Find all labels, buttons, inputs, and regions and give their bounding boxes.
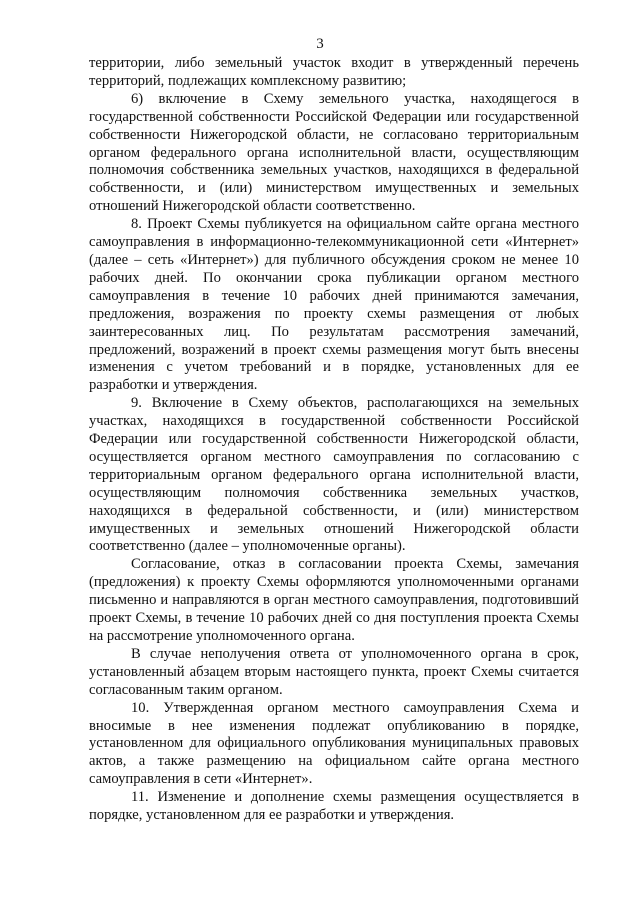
paragraph-no-response: В случае неполучения ответа от уполномоченного органа в срок, установленный абзацем вторым настоящего пункта, проект Схемы считается согласованным таким органом. <box>89 645 579 698</box>
page-number: 3 <box>316 36 324 52</box>
paragraph-item-9: 9. Включение в Схему объектов, располагающихся на земельных участках, находящихся в государственной собственности Российской Федерации или государственной собственности Нижегородской области, осуществляется органом местного самоуправления по согласованию с территориальным органом федерального органа исполнительной власти, осуществляющим полномочия собственника земельных участков, находящихся в федеральной собственности, и (или) министерством имущественных и земельных отношений Нижегородской области соответственно (далее – уполномоченные органы). <box>89 395 579 555</box>
document-body <box>89 55 579 825</box>
paragraph-item-11: 11. Изменение и дополнение схемы размещения осуществляется в порядке, установленном для ее разработки и утверждения. <box>89 789 579 824</box>
paragraph-approval: Согласование, отказ в согласовании проекта Схемы, замечания (предложения) к проекту Схемы оформляются уполномоченными органами письменно и направляются в орган местного самоуправления, подготовивший проект Схемы, в течение 10 рабочих дней со дня поступления проекта Схемы на рассмотрение уполномоченного органа. <box>89 556 579 644</box>
paragraph-item-6: 6) включение в Схему земельного участка, находящегося в государственной собственности Российской Федерации или государственной собственности Нижегородской области, не согласовано территориальным органом федерального органа исполнительной власти, осуществляющим полномочия собственника земельных участков, находящихся в федеральной собственности, и (или) министерством имущественных и земельных отношений Нижегородской области соответственно. <box>89 90 579 215</box>
paragraph-item-10: 10. Утвержденная органом местного самоуправления Схема и вносимые в нее изменения подлежат опубликованию в порядке, установленном для официального опубликования муниципальных правовых актов, а также размещению на официальном сайте органа местного самоуправления в сети «Интернет». <box>89 699 579 788</box>
paragraph-item-8: 8. Проект Схемы публикуется на официальном сайте органа местного самоуправления в информационно-телекоммуникационной сети «Интернет» (далее – сеть «Интернет») для публичного обсуждения сроком не менее 10 рабочих дней. По окончании срока публикации органом местного самоуправления в течение 10 рабочих дней принимаются замечания, предложения, возражения по проекту схемы размещения от любых заинтересованных лиц. По результатам рассмотрения замечаний, предложений, возражений в проект схемы размещения могут быть внесены изменения с учетом требований и в порядке, установленных для ее разработки и утверждения. <box>89 216 579 394</box>
paragraph-continuation: территории, либо земельный участок входит в утвержденный перечень территорий, подлежащих комплексному развитию; <box>89 55 579 89</box>
